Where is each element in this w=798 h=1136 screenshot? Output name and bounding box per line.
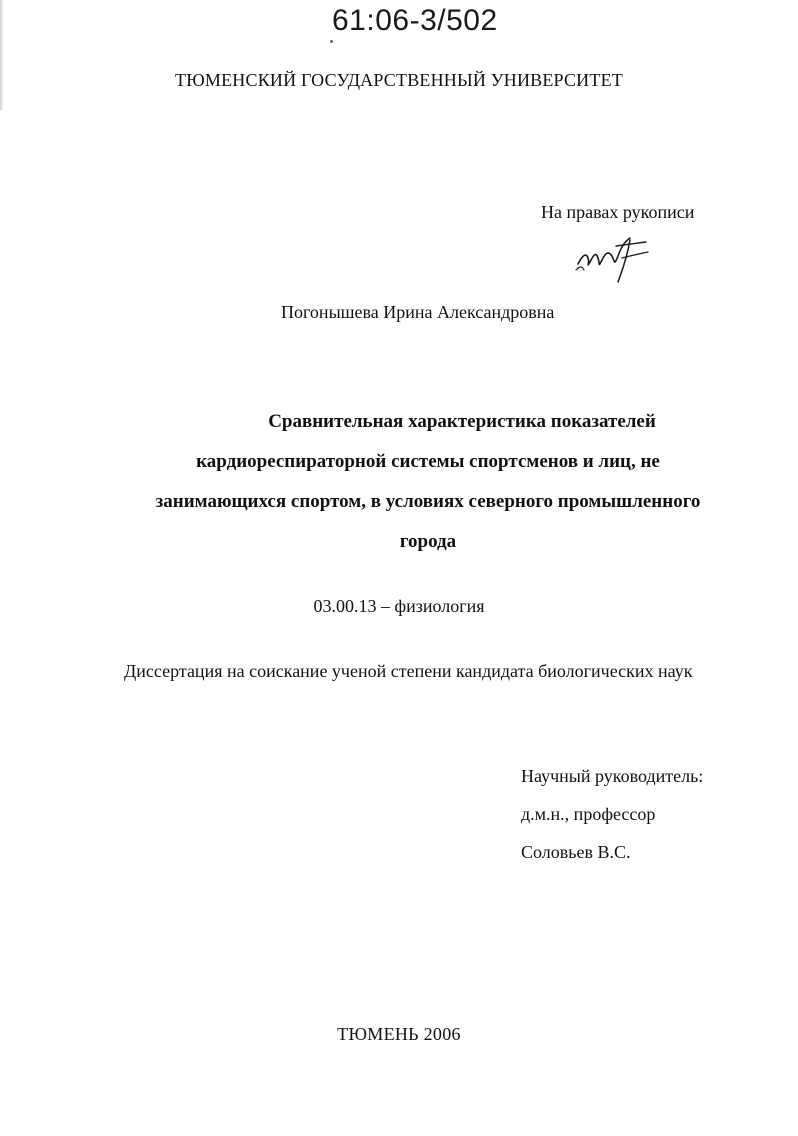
handwritten-signature: [572, 226, 656, 286]
library-stamp-code: 61:06-3/502: [332, 4, 498, 37]
author-name: Погонышева Ирина Александровна: [281, 302, 555, 322]
specialty-code: 03.00.13 – физиология: [313, 596, 485, 616]
scan-speck: [330, 40, 333, 43]
title-line: кардиореспираторной системы спортсменов и лиц, не: [196, 451, 660, 472]
scientific-advisor: [521, 757, 703, 871]
manuscript-rights-note: На правах рукописи: [541, 202, 695, 222]
advisor-rank: д.м.н., профессор: [521, 804, 656, 824]
degree-statement: Диссертация на соискание ученой степени кандидата биологических наук: [124, 661, 693, 681]
advisor-role: Научный руководитель:: [521, 766, 704, 786]
scan-edge-shadow: [0, 0, 4, 110]
title-line: города: [399, 531, 457, 552]
title-line: Сравнительная характеристика показателей: [268, 411, 656, 432]
city-and-year: ТЮМЕНЬ 2006: [337, 1024, 461, 1044]
advisor-name: Соловьев В.С.: [521, 842, 631, 862]
university-name: ТЮМЕНСКИЙ ГОСУДАРСТВЕННЫЙ УНИВЕРСИТЕТ: [175, 70, 623, 90]
dissertation-title: [108, 402, 748, 562]
title-line: занимающихся спортом, в условиях северного промышленного: [155, 491, 701, 512]
